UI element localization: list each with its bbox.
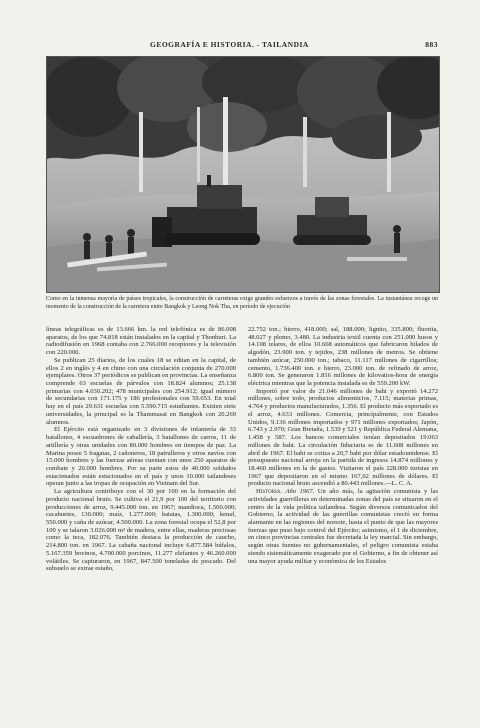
running-header [46,38,438,52]
right-column [248,326,438,711]
paragraph-agriculture: La agricultura contribuye con el 30 por 100 en la formación del producto nacional bruto. Se cultiva el 21,9 por 100 del territorio con producciones de arroz, 9.445.000 ton. en 1967; mandioca, 1.500.000; cacahuetes, 130.000; maíz, 1.277.000; batatas, 1.300.000; kenaf, 550.000 y caña de azúcar, 4.500.000. La zona forestal ocupa el 52,8 por 100 y se talaron 3.026.000 m³ de madera, entre ellas, maderas preciosas como la teca, 182.076. También destaca la producción de caucho, 214.800 ton. en 1967. La cabaña nacional incluye 6.877.584 búfalos, 5.167.359 bovinos, 4.700.000 porcinos, 11.277 elefantes y 46.260.000 volátiles. Se capturaron, en 1967, 847.500 toneladas de pescado. Del subsuelo se extrae estaño, [46,488,236,573]
left-column [46,326,236,711]
history-heading: Historia. [256,488,282,496]
paragraph-army: El Ejército está organizado en 3 divisiones de infantería de 33 batallones, 4 escuadrones de caballería, 3 batallones de carros, 11 de artillería y otras unidades con 80.000 hombres en tiempos de paz. La Marina posee 5 fragatas, 2 cañoneros, 18 patrulleros y otros navíos con 15.000 hombres y las fuerzas aéreas cuentan con unos 250 aparatos de combate y 20.000 hombres. Por su parte estos de 40.000 soldados estacionados están estacionados en el país y unos 10.000 tailandeses operan junto a las tropas de ocupación en Vietnam del Sur. [46,426,236,488]
road-construction-photo [46,56,440,293]
history-text: Un año más, la agitación comunista y las actividades guerrilleras en determinadas zonas del país se situaron en el centro de la vida política tailandesa. Según diversos comunicados del Gobierno, la actividad de las guerrillas comunistas creció en forma alarmante en las regiones del noreste, hasta el punto de que las mayores fuerzas que puso bajo control del Ejército; asimismo, el 1 de diciembre, en cinco provincias centrales fue decretada la ley marcial. Sin embargo, según otras fuentes no gubernamentales, el peligro comunista estaba siendo sistemáticamente exagerado por el Gobierno, a fin de obtener así una mayor ayuda militar y económica de los Estados [248,488,438,565]
paragraph-communications: líneas telegráficas es de 13.666 km. la red telefónica es de 86.008 aparatos, de los que 74.818 están instalados en la capital y Thonburi. La radiodifusión en 1968 contaba con 2.766.000 receptores y la televisión con 220.000. [46,326,236,357]
page-number: 883 [425,40,438,49]
paragraph-industry: 22.752 ton.; hierro, 418.000; sal, 188.000; lignito, 335.800; fluorita, 48.027 y plomo, 3.480. La industria textil cuenta con 251.000 husos y 14.108 telares, de ellos 10.668 automáticos que fabricaron hilados de algodón, 23.900 ton. y tejidos, 238 millones de metros. Se obtiene también azúcar, 250.000 ton.; tabaco, 11.117 millones de cigarrillos; cemento, 1.736.400 ton. e hierro, 23.000 ton. de refinado de arroz, 6.800 ton. Se generaron 1.816 millones de kilovatios-hora de energía eléctrica mientras que la potencia instalada es de 559.200 kW. [248,326,438,388]
photo-caption [46,296,438,311]
paragraph-history [248,488,438,565]
body-text [46,326,438,711]
history-year: Año 1967. [285,488,315,496]
running-title: GEOGRAFÍA E HISTORIA. - TAILANDIA [150,40,309,49]
caption-text: Como en la inmensa mayoría de países tropicales, la construcción de carreteras exige grandes esfuerzos a través de las zonas forestales. La instantánea recoge un momento de la construcción de la carretera entre Bangkok y Leong Nok Tha, en período de ejecución [46,296,438,310]
paragraph-press-education: Se publican 25 diarios, de los cuales 18 se editan en la capital, de ellos 2 en inglés y 4 en chino con una circulación conjunta de 270.000 ejemplares. Otros 37 periódicos se publican en provincias. La enseñanza comprende 63 escuelas de párvulos con 18.824 alumnos; 25.138 primarias con 4.030.202; 478 municipales con 254.912; igual número de secundarias con 171.175 y 186 profesionales con 59.653. En total hay en el país 29.631 escuelas con 5.590.715 estudiantes. Existen siete universidades, la principal es la Thammasat en Bangkok con 20.269 alumnos. [46,356,236,426]
paragraph-trade: Importó por valor de 21.046 millones de baht y exportó 14.272 millones, sobre todo, productos alimenticios, 7.115; materias primas, 4.764 y productos manufacturados, 1.356. El producto más exportado es el arroz, 4.633 millones. Comercia, principalmente, con Estados Unidos, 9.136 millones importados y 971 millones exportados; Japón, 6.743 y 2.970; Gran Bretaña, 1.539 y 521 y República Federal Alemana, 1.458 y 587. Los bancos comerciales tenían depositados 19.063 millones de baht. La circulación fiduciaria es de 11.608 millones en abril de 1967. El baht se cotiza a 20,7 baht por dólar estadounidense. El presupuesto nacional arroja en la partida de ingresos 14.874 millones y 18.460 millones en la de gastos. Visitaron el país 228.000 turistas en 1967 que depositaron en el mismo 167,02 millones de dólares. El producto nacional bruto ascendió a 80.443 millones.—L. C. A. [248,387,438,488]
photo-illustration [47,57,439,292]
